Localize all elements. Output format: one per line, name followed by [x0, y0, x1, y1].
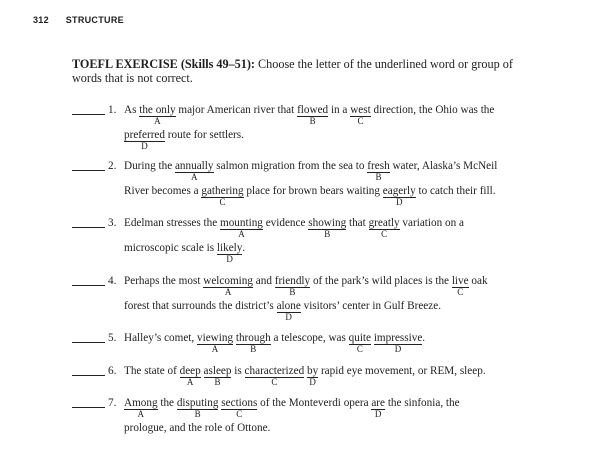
question-text: the sinfonia, the [385, 397, 460, 409]
question-text-line [124, 365, 486, 387]
underlined-option-a: deep A [179, 365, 201, 387]
option-letter: B [324, 229, 331, 239]
option-letter: A [211, 344, 219, 354]
underlined-option-b: asleep B [203, 365, 232, 387]
question-text: . [422, 332, 426, 344]
underlined-option-a: Among A [124, 397, 158, 419]
option-letter: D [309, 377, 316, 387]
option-letter: A [190, 172, 198, 182]
question-text-line [124, 242, 246, 264]
question-text: salmon migration from the sea to [213, 160, 368, 172]
underlined-option-c: quite C [348, 332, 372, 354]
underlined-option-d: by D [306, 365, 319, 387]
underlined-option-d: likely D [216, 242, 243, 264]
question-text: visitors’ center in Gulf Breeze. [300, 300, 442, 312]
underlined-option-a: mounting A [220, 217, 263, 239]
question-text: microscopic scale is [124, 242, 217, 254]
option-letter: C [271, 377, 278, 387]
question-text: the [157, 397, 177, 409]
question-text: Halley’s comet, [124, 332, 198, 344]
option-letter: A [154, 116, 161, 126]
question-text: of the park’s wild places is the [310, 275, 452, 287]
question-text: variation on a [399, 217, 464, 229]
section-title: STRUCTURE [65, 15, 124, 25]
instruction-text: Choose the letter of the underlined word or group of words that is not correct. [72, 57, 513, 85]
question-number: 4. [108, 275, 117, 287]
question-text: is [231, 365, 245, 377]
option-letter: C [219, 197, 226, 207]
underlined-option-b: fresh B [367, 160, 390, 182]
question-text: route for settlers. [165, 129, 244, 141]
question-text: to catch their fill. [415, 185, 496, 197]
question-text-line [124, 185, 496, 207]
question-text-line [124, 300, 442, 322]
underlined-option-b: flowed B [297, 104, 329, 126]
question-text-line [124, 129, 244, 151]
question-text-line [124, 397, 460, 419]
option-letter: B [214, 377, 221, 387]
option-letter: C [381, 229, 388, 239]
option-letter: D [394, 344, 402, 354]
option-letter: D [374, 409, 382, 419]
question-text: River becomes a [124, 185, 202, 197]
question-number: 7. [108, 397, 117, 409]
question-text: Perhaps the most [124, 275, 204, 287]
question-number: 5. [108, 332, 117, 344]
underlined-option-c: greatly C [368, 217, 400, 239]
option-letter: C [356, 344, 363, 354]
question-text: prologue, and the role of Ottone. [124, 422, 271, 434]
question-text: and [252, 275, 275, 287]
answer-blank[interactable] [72, 342, 105, 343]
question-text: that [346, 217, 369, 229]
underlined-option-c: characterized C [244, 365, 305, 387]
page-header [33, 15, 124, 25]
answer-blank[interactable] [72, 170, 105, 171]
underlined-option-b: friendly B [274, 275, 311, 297]
option-letter: A [224, 287, 232, 297]
question-text: direction, the Ohio was the [370, 104, 495, 116]
answer-blank[interactable] [72, 227, 105, 228]
question-text: in a [328, 104, 351, 116]
underlined-option-a: annually A [174, 160, 214, 182]
underlined-option-c: live C [451, 275, 469, 297]
question-text: of the Monteverdi opera [257, 397, 372, 409]
option-letter: A [238, 229, 245, 239]
question-text: forest that surrounds the district’s [124, 300, 277, 312]
underlined-option-b: disputing B [176, 397, 219, 419]
answer-blank[interactable] [72, 375, 105, 376]
question-text-line [124, 422, 270, 434]
question-number: 1. [108, 104, 117, 116]
question-text: During the [124, 160, 175, 172]
option-letter: A [137, 409, 145, 419]
question-text: evidence [262, 217, 309, 229]
question-text-line [124, 160, 498, 182]
option-letter: B [194, 409, 201, 419]
question-text: As [124, 104, 140, 116]
underlined-option-d: are D [371, 397, 386, 419]
question-text-line [124, 104, 495, 126]
underlined-option-a: welcoming A [203, 275, 253, 297]
option-letter: A [186, 377, 194, 387]
answer-blank[interactable] [72, 285, 105, 286]
question-text: oak [468, 275, 488, 287]
underlined-option-d: eagerly D [382, 185, 416, 207]
option-letter: C [357, 116, 364, 126]
question-text-line [124, 332, 426, 354]
question-text: rapid eye movement, or REM, sleep. [318, 365, 486, 377]
underlined-option-d: alone D [276, 300, 301, 322]
answer-blank[interactable] [72, 114, 105, 115]
question-text: major American river that [175, 104, 298, 116]
question-text: a telescope, was [270, 332, 349, 344]
question-number: 2. [108, 160, 117, 172]
question-text: Edelman stresses the [124, 217, 221, 229]
option-letter: D [226, 254, 233, 264]
option-letter: B [309, 116, 316, 126]
option-letter: B [289, 287, 296, 297]
underlined-option-a: the only A [139, 104, 176, 126]
question-text: . [242, 242, 246, 254]
question-text-line [124, 217, 464, 239]
underlined-option-a: viewing A [197, 332, 234, 354]
underlined-option-c: gathering C [201, 185, 244, 207]
option-letter: C [457, 287, 464, 297]
option-letter: D [141, 141, 148, 151]
option-letter: B [375, 172, 382, 182]
underlined-option-b: through B [235, 332, 271, 354]
option-letter: C [236, 409, 243, 419]
question-number: 6. [108, 365, 117, 377]
underlined-option-b: showing B [308, 217, 347, 239]
question-text: place for brown bears waiting [243, 185, 383, 197]
option-letter: B [250, 344, 257, 354]
answer-blank[interactable] [72, 407, 105, 408]
question-text: The state of [124, 365, 180, 377]
option-letter: D [285, 312, 292, 322]
exercise-title: TOEFL EXERCISE (Skills 49–51): [72, 57, 255, 71]
question-text-line [124, 275, 488, 297]
question-text: water, Alaska’s McNeil [389, 160, 498, 172]
exercise-instructions [72, 57, 522, 85]
option-letter: D [395, 197, 403, 207]
question-number: 3. [108, 217, 117, 229]
page-number: 312 [33, 15, 49, 25]
underlined-option-d: preferred D [124, 129, 165, 151]
underlined-option-c: west C [350, 104, 371, 126]
underlined-option-c: sections C [221, 397, 258, 419]
underlined-option-d: impressive D [373, 332, 423, 354]
